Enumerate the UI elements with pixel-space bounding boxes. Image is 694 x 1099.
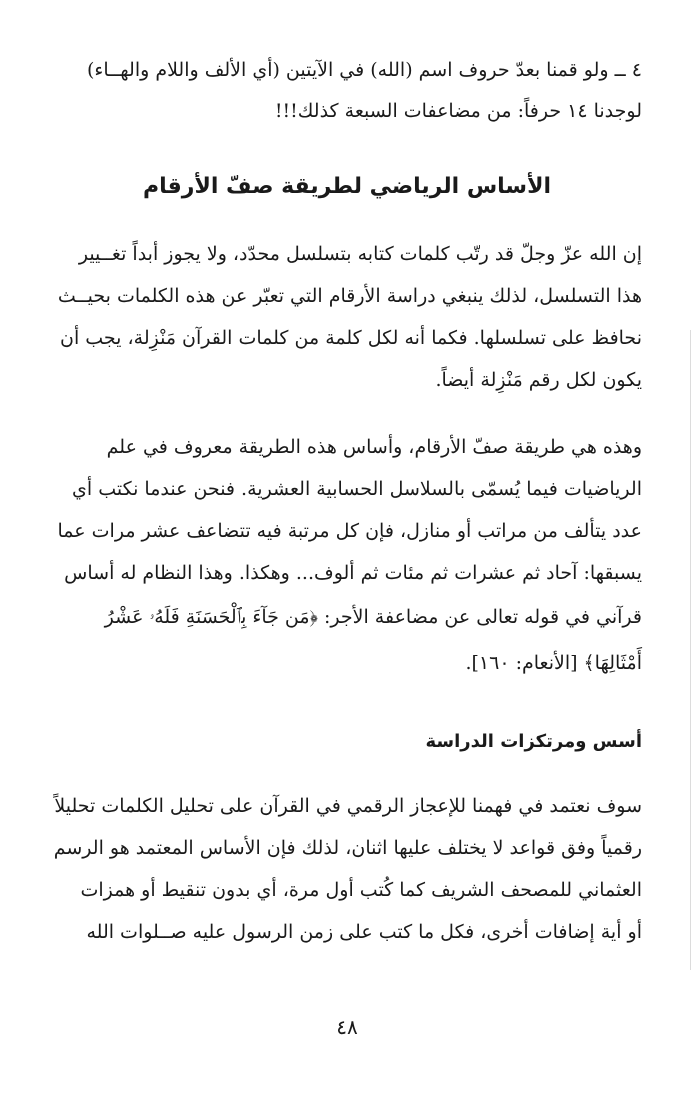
text-line: هذا التسلسل، لذلك ينبغي دراسة الأرقام التي تعبّر عن هذه الكلمات بحيــث	[57, 285, 642, 307]
text-line: الرياضيات فيما يُسمّى بالسلاسل الحسابية العشرية. فنحن عندما نكتب أي	[72, 478, 642, 500]
scan-edge-divider	[690, 330, 691, 970]
text-line: وهذه هي طريقة صفّ الأرقام، وأساس هذه الطريقة معروف في علم	[106, 436, 642, 458]
page-number: ٤٨	[336, 1015, 358, 1039]
text-line: يسبقها: آحاد ثم عشرات ثم مئات ثم ألوف... وهكذا. وهذا النظام له أساس	[64, 562, 642, 584]
text-line: سوف نعتمد في فهمنا للإعجاز الرقمي في القرآن على تحليل الكلمات تحليلاً	[54, 795, 642, 817]
section-subheading: أسس ومرتكزات الدراسة	[425, 731, 642, 752]
text-line: نحافظ على تسلسلها. فكما أنه لكل كلمة من كلمات القرآن مَنْزِلة، يجب أن	[59, 327, 642, 349]
section-heading: الأساس الرياضي لطريقة صفّ الأرقام	[143, 174, 551, 199]
quran-verse-line: أَمْثَالِهَا﴾ [الأنعام: ١٦٠].	[465, 652, 642, 674]
text-line: ٤ ــ ولو قمنا بعدّ حروف اسم (الله) في الآيتين (أي الألف واللام والهــاء)	[87, 59, 642, 81]
quran-verse-line: قرآني في قوله تعالى عن مضاعفة الأجر: ﴿مَن جَآءَ بِٱلْحَسَنَةِ فَلَهُۥ عَشْرُ	[104, 606, 642, 628]
text-line: عدد يتألف من مراتب أو منازل، فإن كل مرتبة فيه تتضاعف عشر مرات عما	[57, 520, 642, 542]
text-line: إن الله عزّ وجلّ قد رتّب كلمات كتابه بتسلسل محدّد، ولا يجوز أبداً تغــيير	[78, 243, 642, 265]
text-line: العثماني للمصحف الشريف كما كُتب أول مرة، أي بدون تنقيط أو همزات	[80, 879, 642, 901]
text-line: رقمياً وفق قواعد لا يختلف عليها اثنان، لذلك فإن الأساس المعتمد هو الرسم	[53, 837, 642, 859]
text-line: أو أية إضافات أخرى، فكل ما كتب على زمن الرسول عليه صــلوات الله	[86, 921, 642, 943]
text-line: لوجدنا ١٤ حرفاً: من مضاعفات السبعة كذلك!!!	[274, 100, 642, 122]
text-line: يكون لكل رقم مَنْزِلة أيضاً.	[435, 369, 642, 391]
